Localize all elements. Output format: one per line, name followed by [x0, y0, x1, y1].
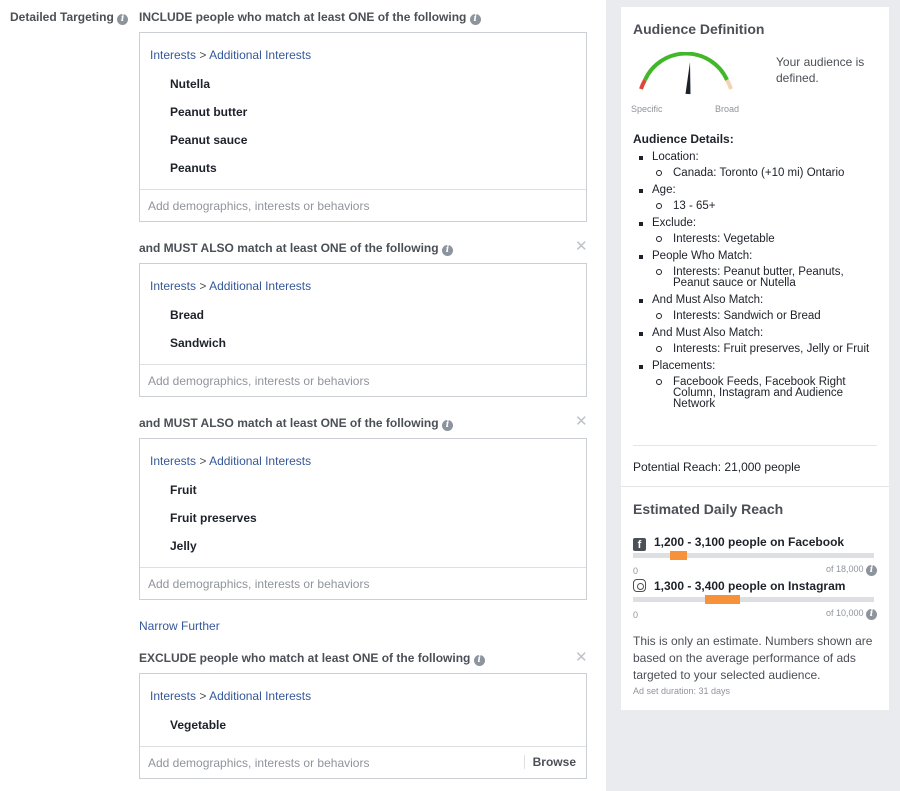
detailed-targeting-label-text: Detailed Targeting — [10, 10, 114, 24]
path-separator: > — [199, 689, 207, 703]
audience-detail-label: People Who Match: — [652, 250, 753, 262]
gauge-specific-label: Specific — [631, 104, 663, 114]
audience-detail-label: Age: — [652, 184, 676, 196]
path-separator: > — [199, 279, 207, 293]
info-icon[interactable]: i — [866, 565, 877, 576]
interest-item[interactable]: Jelly — [170, 539, 197, 553]
info-icon[interactable]: i — [866, 609, 877, 620]
include-box — [139, 32, 587, 222]
audience-gauge — [631, 52, 741, 122]
browse-button[interactable]: Browse — [524, 755, 586, 769]
facebook-scale-max-text: of 18,000 — [825, 564, 864, 574]
path-root-link[interactable]: Interests — [150, 279, 197, 293]
close-icon[interactable]: ✕ — [575, 413, 588, 430]
exclude-title-text: EXCLUDE people who match at least ONE of the following — [139, 651, 471, 665]
gauge-broad-arc — [727, 80, 731, 89]
gauge-defined-arc — [645, 54, 727, 80]
path-root-link[interactable]: Interests — [150, 689, 197, 703]
interest-item[interactable]: Peanut sauce — [170, 133, 248, 147]
audience-detail-value: Interests: Peanut butter, Peanuts, Peanut sauce or Nutella — [652, 267, 883, 289]
audience-detail-item — [633, 185, 883, 212]
interest-item[interactable]: Fruit — [170, 483, 197, 497]
audience-detail-label: And Must Also Match: — [652, 294, 764, 306]
close-icon[interactable]: ✕ — [575, 649, 588, 666]
include-title — [139, 10, 481, 25]
audience-detail-item — [633, 152, 883, 179]
interest-item[interactable]: Sandwich — [170, 336, 227, 350]
audience-details-list — [633, 152, 883, 416]
info-icon[interactable]: i — [442, 245, 453, 256]
path-separator: > — [199, 454, 207, 468]
audience-detail-value: Facebook Feeds, Facebook Right Column, Instagram and Audience Network — [652, 377, 883, 410]
interest-item[interactable]: Peanut butter — [170, 105, 248, 119]
path-child-link[interactable]: Additional Interests — [209, 689, 312, 703]
facebook-icon: f — [633, 538, 646, 551]
path-child-link[interactable]: Additional Interests — [209, 454, 312, 468]
must-also-title-2 — [139, 416, 453, 431]
instagram-icon — [633, 579, 646, 592]
must-also-title-text: and MUST ALSO match at least ONE of the following — [139, 241, 439, 255]
facebook-reach-fill — [670, 551, 687, 560]
search-placeholder: Add demographics, interests or behaviors — [148, 199, 370, 213]
audience-detail-item — [633, 328, 883, 355]
audience-detail-value: Canada: Toronto (+10 mi) Ontario — [652, 168, 883, 179]
interest-item[interactable]: Nutella — [170, 77, 211, 91]
must-also-search-input-1[interactable] — [140, 364, 586, 396]
audience-detail-label: Exclude: — [652, 217, 697, 229]
gauge-needle — [686, 62, 693, 94]
detailed-targeting-label — [10, 10, 128, 25]
audience-detail-item — [633, 361, 883, 410]
path-child-link[interactable]: Additional Interests — [209, 48, 312, 62]
audience-detail-item — [633, 218, 883, 245]
include-search-input[interactable] — [140, 189, 586, 221]
path-child-link[interactable]: Additional Interests — [209, 279, 312, 293]
gauge-broad-label: Broad — [715, 104, 740, 114]
audience-detail-value: Interests: Sandwich or Bread — [652, 311, 883, 322]
instagram-scale-max — [826, 608, 877, 620]
audience-detail-label: And Must Also Match: — [652, 327, 764, 339]
must-also-search-input-2[interactable] — [140, 567, 586, 599]
exclude-box — [139, 673, 587, 779]
divider — [633, 445, 877, 446]
audience-detail-value: 13 - 65+ — [652, 201, 883, 212]
exclude-title — [139, 651, 485, 666]
info-icon[interactable]: i — [470, 14, 481, 25]
interest-item[interactable]: Peanuts — [170, 161, 217, 175]
audience-detail-label: Location: — [652, 151, 699, 163]
audience-detail-value: Interests: Fruit preserves, Jelly or Fruit — [652, 344, 883, 355]
instagram-reach-fill — [705, 595, 740, 604]
audience-defined-text: Your audience is defined. — [776, 55, 865, 85]
facebook-reach — [633, 535, 844, 551]
ad-set-duration: Ad set duration: 31 days — [633, 686, 731, 696]
info-icon[interactable]: i — [474, 655, 485, 666]
instagram-reach-text: 1,300 - 3,400 people on Instagram — [654, 579, 846, 593]
instagram-scale-min: 0 — [633, 610, 639, 620]
potential-reach: Potential Reach: 21,000 people — [633, 460, 801, 474]
gauge-specific-arc — [641, 80, 645, 89]
facebook-scale-max — [826, 564, 877, 576]
path-separator: > — [199, 48, 207, 62]
exclude-search-input[interactable] — [140, 746, 586, 778]
search-placeholder: Add demographics, interests or behaviors — [148, 756, 370, 770]
close-icon[interactable]: ✕ — [575, 238, 588, 255]
category-path — [150, 279, 311, 293]
must-also-box-1 — [139, 263, 587, 397]
audience-detail-item — [633, 251, 883, 289]
interest-item[interactable]: Bread — [170, 308, 205, 322]
must-also-title-1 — [139, 241, 453, 256]
interest-item[interactable]: Fruit preserves — [170, 511, 257, 525]
estimate-note: This is only an estimate. Numbers shown are based on the average performance of ads targeted to your selected audience. — [633, 634, 873, 682]
instagram-reach-bar — [633, 597, 874, 602]
facebook-reach-bar — [633, 553, 874, 558]
path-root-link[interactable]: Interests — [150, 454, 197, 468]
estimated-daily-reach-title: Estimated Daily Reach — [633, 501, 784, 517]
audience-detail-item — [633, 295, 883, 322]
facebook-scale-min: 0 — [633, 566, 639, 576]
category-path — [150, 48, 311, 62]
include-title-text: INCLUDE people who match at least ONE of the following — [139, 10, 467, 24]
category-path — [150, 689, 311, 703]
instagram-scale-max-text: of 10,000 — [825, 608, 864, 618]
must-also-box-2 — [139, 438, 587, 600]
must-also-title-text: and MUST ALSO match at least ONE of the following — [139, 416, 439, 430]
audience-detail-label: Placements: — [652, 360, 716, 372]
path-root-link[interactable]: Interests — [150, 48, 197, 62]
audience-details-title: Audience Details: — [633, 132, 734, 146]
instagram-reach — [633, 579, 845, 593]
interest-item[interactable]: Vegetable — [170, 718, 227, 732]
narrow-further-link[interactable]: Narrow Further — [139, 619, 220, 633]
facebook-reach-text: 1,200 - 3,100 people on Facebook — [654, 535, 845, 549]
audience-panel — [621, 7, 889, 710]
audience-detail-value: Interests: Vegetable — [652, 234, 883, 245]
search-placeholder: Add demographics, interests or behaviors — [148, 577, 370, 591]
audience-definition-title: Audience Definition — [633, 21, 765, 37]
category-path — [150, 454, 311, 468]
info-icon[interactable]: i — [117, 14, 128, 25]
search-placeholder: Add demographics, interests or behaviors — [148, 374, 370, 388]
info-icon[interactable]: i — [442, 420, 453, 431]
divider — [621, 486, 889, 487]
